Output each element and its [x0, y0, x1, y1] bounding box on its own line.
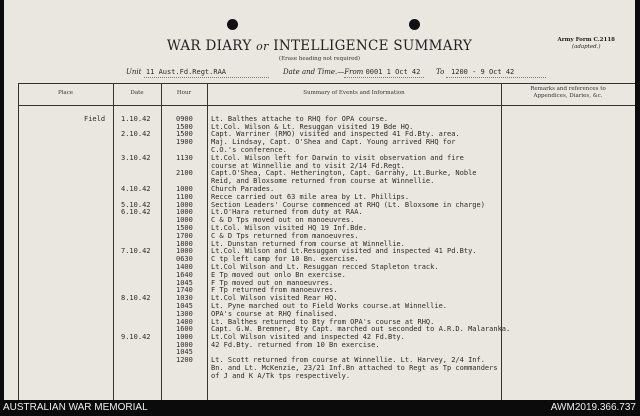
entry-line: Lt. Pyne marched out to Field Works course.at Winnellie.: [211, 302, 448, 310]
entry-line: Lt. Dunstan returned from course at Winnellie.: [211, 240, 405, 248]
unit-label: Unit: [126, 68, 142, 76]
header-remarks: [501, 86, 635, 100]
entry-line: C.O.'s conference.: [211, 146, 287, 154]
hour-cell: 1045: [176, 348, 193, 356]
archive-footer: [0, 400, 640, 416]
date-to-underline: [446, 77, 546, 78]
entry-line: F Tp moved out on manoeuvres.: [211, 279, 334, 287]
hour-cell: 1000: [176, 341, 193, 349]
hour-cell: 1000: [176, 185, 193, 193]
entry-line: Lt. Balthes attache to RHQ for OPA course.: [211, 115, 389, 123]
entry-line: Lt.Col. Wilson left for Darwin to visit observation and fire: [211, 154, 464, 162]
unit-value: 11 Aust.Fd.Regt.RAA: [145, 68, 226, 76]
date-cell: 2.10.42: [121, 130, 151, 138]
title-war-diary: WAR DIARY: [166, 38, 252, 54]
hour-cell: 0630: [176, 255, 193, 263]
entry-line: Capt. G.W. Bremner, Bty Capt. marched out seconded to A.R.D. Malaranka.: [211, 325, 511, 333]
header-date: Date: [130, 90, 144, 96]
hour-cell: 1500: [176, 130, 193, 138]
entry-line: F Tp returned from manoeuvres.: [211, 286, 338, 294]
hour-cell: 2100: [176, 169, 193, 177]
hour-cell: 1030: [176, 294, 193, 302]
date-cell: 8.10.42: [121, 294, 151, 302]
hour-cell: 1000: [176, 247, 193, 255]
entry-line: Lt. Scott returned from course at Winnellie. Lt. Harvey, 2/4 Inf.: [211, 356, 485, 364]
date-cell: 9.10.42: [121, 333, 151, 341]
date-to: 1200 - 9 Oct 42: [451, 68, 515, 76]
table-left-rule: [18, 83, 19, 400]
entry-line: Bn. and Lt. McKenzie, 23/21 Inf.Bn attached to Regt as Tp commanders: [211, 364, 498, 372]
page-title: [4, 38, 635, 54]
col-rule-date: [113, 83, 114, 400]
date-field: [283, 68, 420, 76]
hour-cell: 1400: [176, 263, 193, 271]
entry-line: C & D Tps returned from manoeuvres.: [211, 232, 359, 240]
entry-line: Section Leaders' Course commenced at RHQ (Lt. Bloxsome in charge): [211, 201, 485, 209]
header-bottom-rule: [18, 105, 635, 106]
header-summary: Summary of Events and Information: [303, 90, 405, 96]
hour-cell: 1300: [176, 310, 193, 318]
header-place: Place: [57, 90, 74, 96]
footer-institution: AUSTRALIAN WAR MEMORIAL: [3, 402, 148, 413]
date-cell: 7.10.42: [121, 247, 151, 255]
hour-cell: 1000: [176, 216, 193, 224]
diary-page: [4, 0, 635, 400]
hour-cell: 1200: [176, 356, 193, 364]
place-cell: Field: [84, 115, 106, 123]
entry-line: Recce carried out 63 mile area by Lt. Phillips.: [211, 193, 410, 201]
hour-cell: 1640: [176, 271, 193, 279]
form-note: (adapted.): [571, 44, 601, 50]
col-rule-remarks: [501, 83, 502, 400]
header-remarks-line2: Appendices, Diaries, &c.: [533, 93, 603, 99]
entry-line: 42 Fd.Bty. returned from 10 Bn exercise.: [211, 341, 380, 349]
punch-hole-left: [227, 19, 238, 30]
entry-line: Maj. Lindsay, Capt. O'Shea and Capt. Young arrived RHQ for: [211, 138, 456, 146]
hour-cell: 1600: [176, 325, 193, 333]
hour-cell: 1740: [176, 286, 193, 294]
col-rule-summary: [207, 83, 208, 400]
footer-accession-number: AWM2019.366.737: [550, 402, 636, 413]
hour-cell: 1000: [176, 201, 193, 209]
entry-line: Lt.O'Hara returned from duty at RAA.: [211, 208, 363, 216]
date-from-underline: [344, 77, 424, 78]
hour-cell: 1045: [176, 302, 193, 310]
title-intelligence-summary: INTELLIGENCE SUMMARY: [273, 38, 473, 54]
entry-line: OPA's course at RHQ finalised.: [211, 310, 338, 318]
entry-line: Capt.O'Shea, Capt. Hetherington, Capt. Garrahy, Lt.Burke, Noble: [211, 169, 477, 177]
date-label: Date and Time.—From: [283, 68, 364, 76]
hour-cell: 1000: [176, 333, 193, 341]
hour-cell: 0900: [176, 115, 193, 123]
form-name: Army Form C.2118: [557, 37, 615, 43]
hour-cell: 1400: [176, 318, 193, 326]
entry-line: Lt.Col. Wilson & Lt. Resuggan visited 19 Bde HQ.: [211, 123, 414, 131]
entry-line: E Tp moved out onlo Bn exercise.: [211, 271, 346, 279]
entry-line: Church Parades.: [211, 185, 275, 193]
date-from: 0001 1 Oct 42: [365, 68, 421, 76]
hour-cell: 1800: [176, 240, 193, 248]
entry-line: Reid, and Bloxsome returned from course at Winnellie.: [211, 177, 435, 185]
date-cell: 4.10.42: [121, 185, 151, 193]
hour-cell: 1045: [176, 279, 193, 287]
hour-cell: 1500: [176, 123, 193, 131]
entry-line: Lt.Col Wilson and Lt. Resuggan recced Stapleton track.: [211, 263, 439, 271]
hour-cell: 1100: [176, 193, 193, 201]
entry-line: Lt.Col Wilson visited Rear HQ.: [211, 294, 338, 302]
form-reference: [557, 37, 615, 51]
hour-cell: 1900: [176, 138, 193, 146]
to-label: To: [436, 68, 445, 76]
entry-line: Lt. Balthes returned to Bty from OPA's course at RHQ.: [211, 318, 435, 326]
date-cell: 6.10.42: [121, 208, 151, 216]
entry-line: course at Winnellie and to visit 2/14 Fd.Regt.: [211, 162, 405, 170]
hour-cell: 1500: [176, 224, 193, 232]
header-remarks-line1: Remarks and references to: [530, 86, 606, 92]
entry-line: Lt.Col Wilson visited and inspected 42 Fd.Bty.: [211, 333, 405, 341]
entry-line: Lt.Col. Wilson and Lt.Resuggan visited and inspected 41 Pd.Bty.: [211, 247, 477, 255]
entry-line: Lt.Col. Wilson visited HQ 19 Inf.Bde.: [211, 224, 367, 232]
header-hour: Hour: [176, 90, 192, 96]
entry-line: of J and K A/Tk tps respectively.: [211, 372, 351, 380]
entry-line: Capt. Warriner (RMO) visited and inspected 41 Fd.Bty. area.: [211, 130, 460, 138]
unit-field: [126, 68, 226, 76]
hour-cell: 1130: [176, 154, 193, 162]
date-to-field: [436, 68, 514, 76]
page-subtitle: (Erase heading not required): [278, 56, 361, 62]
entry-line: C & D Tps moved out on manoeuvres.: [211, 216, 355, 224]
hour-cell: 1000: [176, 208, 193, 216]
date-cell: 5.10.42: [121, 201, 151, 209]
col-rule-hour: [161, 83, 162, 400]
unit-underline: [144, 77, 269, 78]
date-cell: 1.10.42: [121, 115, 151, 123]
entry-line: C tp left camp for 10 Bn. exercise.: [211, 255, 359, 263]
title-or: or: [256, 40, 269, 53]
punch-hole-right: [409, 19, 420, 30]
hour-cell: 1700: [176, 232, 193, 240]
table-top-rule: [18, 83, 635, 84]
date-cell: 3.10.42: [121, 154, 151, 162]
